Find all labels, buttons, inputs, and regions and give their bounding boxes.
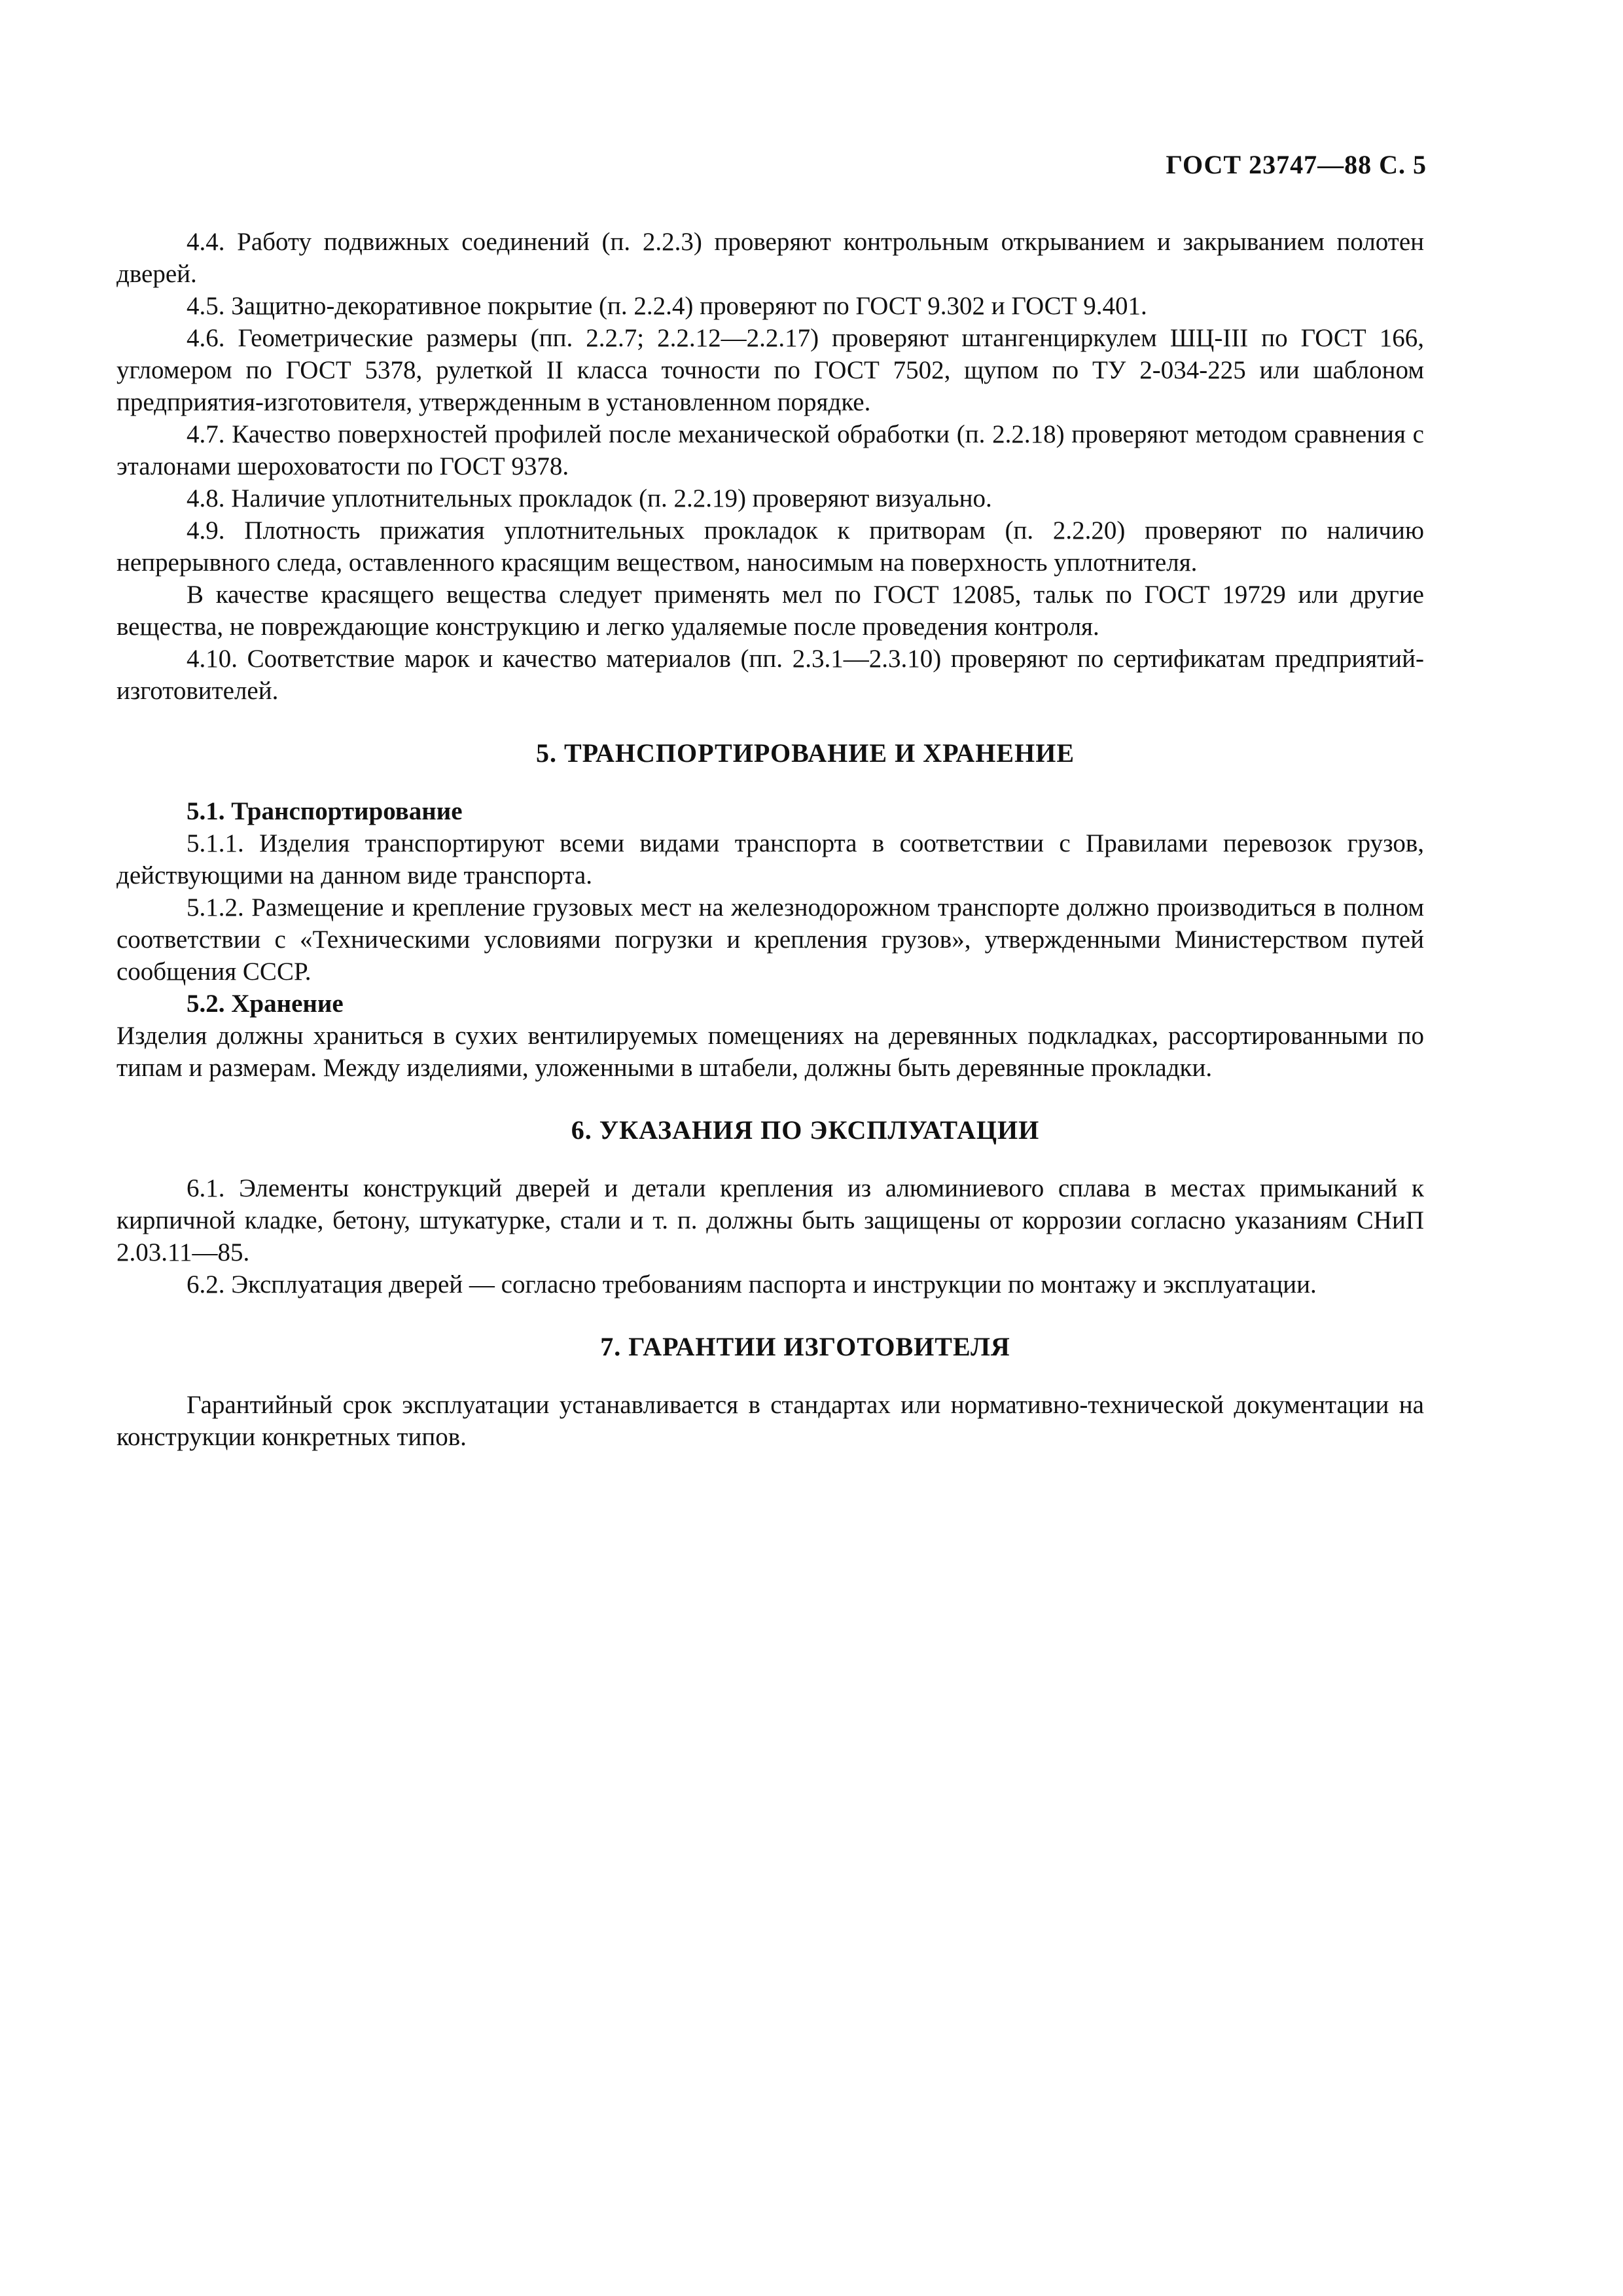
paragraph-5-1-1: 5.1.1. Изделия транспортируют всеми видами транспорта в соответствии с Правилами перевозок грузов, действующими на данном виде транспорта. (116, 829, 1424, 889)
spacer (116, 769, 1424, 795)
subsection-5-1-title: 5.1. Транспортирование (187, 797, 463, 825)
spacer (116, 1146, 1424, 1172)
paragraph-4-5: 4.5. Защитно-декоративное покрытие (п. 2.2.4) проверяют по ГОСТ 9.302 и ГОСТ 9.401. (187, 292, 1147, 320)
spacer (116, 707, 1424, 737)
spacer (116, 1363, 1424, 1389)
paragraph-4-7: 4.7. Качество поверхностей профилей после механической обработки (п. 2.2.18) проверяют методом сравнения с эталонами шероховатости по ГОСТ 9378. (116, 420, 1424, 480)
subsection-5-2-title: 5.2. Хранение (187, 990, 344, 1018)
section-7-title: 7. ГАРАНТИИ ИЗГОТОВИТЕЛЯ (600, 1332, 1010, 1361)
paragraph-5-2: Изделия должны храниться в сухих вентилируемых помещениях на деревянных подкладках, рассортированными по типам и размерам. Между изделиями, уложенными в штабели, должны быть деревянные прокладки. (116, 1022, 1424, 1082)
section-5-title: 5. ТРАНСПОРТИРОВАНИЕ И ХРАНЕНИЕ (536, 738, 1075, 768)
paragraph-6-2: 6.2. Эксплуатация дверей — согласно требованиям паспорта и инструкции по монтажу и эксплуатации. (187, 1270, 1317, 1299)
page-body (116, 226, 1424, 1453)
paragraph-4-9-dye: В качестве красящего вещества следует применять мел по ГОСТ 12085, тальк по ГОСТ 19729 или другие вещества, не повреждающие конструкцию и легко удаляемые после проведения контроля. (116, 581, 1424, 641)
paragraph-4-4: 4.4. Работу подвижных соединений (п. 2.2.3) проверяют контрольным открыванием и закрыванием полотен дверей. (116, 228, 1424, 288)
spacer (116, 1084, 1424, 1114)
paragraph-7: Гарантийный срок эксплуатации устанавливается в стандартах или нормативно-технической документации на конструкции конкретных типов. (116, 1391, 1424, 1451)
running-head: ГОСТ 23747—88 С. 5 (1166, 150, 1427, 179)
spacer (116, 1300, 1424, 1331)
paragraph-4-9: 4.9. Плотность прижатия уплотнительных прокладок к притворам (п. 2.2.20) проверяют по наличию непрерывного следа, оставленного красящим веществом, наносимым на поверхность уплотнителя. (116, 516, 1424, 577)
paragraph-4-10: 4.10. Соответствие марок и качество материалов (пп. 2.3.1—2.3.10) проверяют по сертификатам предприятий-изготовителей. (116, 645, 1424, 705)
paragraph-5-1-2: 5.1.2. Размещение и крепление грузовых мест на железнодорожном транспорте должно производиться в полном соответствии с «Техническими условиями погрузки и крепления грузов», утвержденными Министерством путей сообщения СССР. (116, 893, 1424, 986)
paragraph-4-6: 4.6. Геометрические размеры (пп. 2.2.7; 2.2.12—2.2.17) проверяют штангенциркулем ШЦ-III по ГОСТ 166, угломером по ГОСТ 5378, рулеткой II класса точности по ГОСТ 7502, щупом по ТУ 2-034-225 или шаблоном предприятия-изготовителя, утвержденным в установленном порядке. (116, 324, 1424, 416)
paragraph-4-8: 4.8. Наличие уплотнительных прокладок (п. 2.2.19) проверяют визуально. (187, 484, 992, 512)
section-6-title: 6. УКАЗАНИЯ ПО ЭКСПЛУАТАЦИИ (571, 1115, 1040, 1145)
paragraph-6-1: 6.1. Элементы конструкций дверей и детали крепления из алюминиевого сплава в местах примыканий к кирпичной кладке, бетону, штукатурке, стали и т. п. должны быть защищены от коррозии согласно указаниям СНиП 2.03.11—85. (116, 1174, 1424, 1266)
